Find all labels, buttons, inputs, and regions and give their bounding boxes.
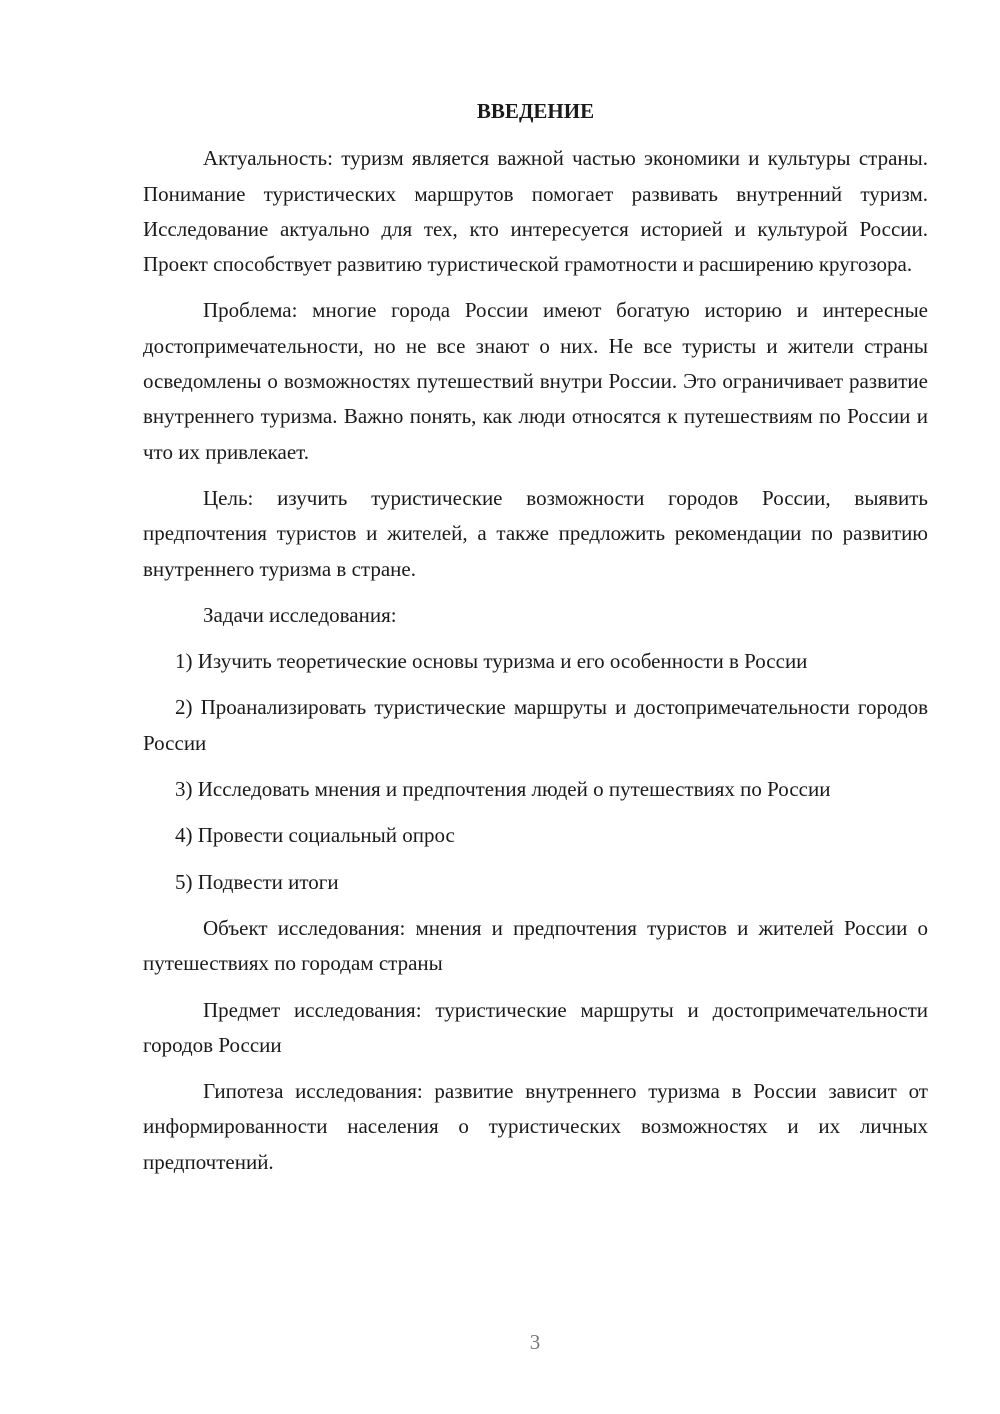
page-title: ВВЕДЕНИЕ [476,99,595,123]
task-item-1: 1) Изучить теоретические основы туризма и его особенности в России [175,649,808,674]
object-paragraph: Объект исследования: мнения и предпочтения туристов и жителей России о путешествиях по городам страны [143,915,928,976]
subject-paragraph: Предмет исследования: туристические маршруты и достопримечательности городов России [143,997,928,1057]
task-item-5: 5) Подвести итоги [175,869,339,894]
tasks-heading: Задачи исследования: [203,602,397,627]
problem-paragraph: Проблема: многие города России имеют богатую историю и интересные достопримечательности, но не все знают о них. Не все туристы и жители страны осведомлены о возможностях путешествий внутри России. Это ограничивает развитие внутреннего туризма. Важно понять, как люди относятся к путешествиям по России и что их привлекает. [143,298,928,464]
task-item-3: 3) Исследовать мнения и предпочтения людей о путешествиях по России [175,777,831,802]
document-page [143,94,928,1191]
task-item-4: 4) Провести социальный опрос [175,823,455,848]
task-item-2: 2) Проанализировать туристические маршруты и достопримечательности городов России [143,695,928,755]
relevance-paragraph: Актуальность: туризм является важной частью экономики и культуры страны. Понимание туристических маршрутов помогает развивать внутренний туризм. Исследование актуально для тех, кто интересуется историей и культурой России. Проект способствует развитию туристической грамотности и расширению кругозора. [143,146,928,277]
goal-paragraph: Цель: изучить туристические возможности городов России, выявить предпочтения туристов и жителей, а также предложить рекомендации по развитию внутреннего туризма в стране. [143,485,928,581]
page-number: 3 [529,1330,541,1354]
hypothesis-paragraph: Гипотеза исследования: развитие внутреннего туризма в России зависит от информированности населения о туристических возможностях и их личных предпочтений. [143,1079,928,1174]
